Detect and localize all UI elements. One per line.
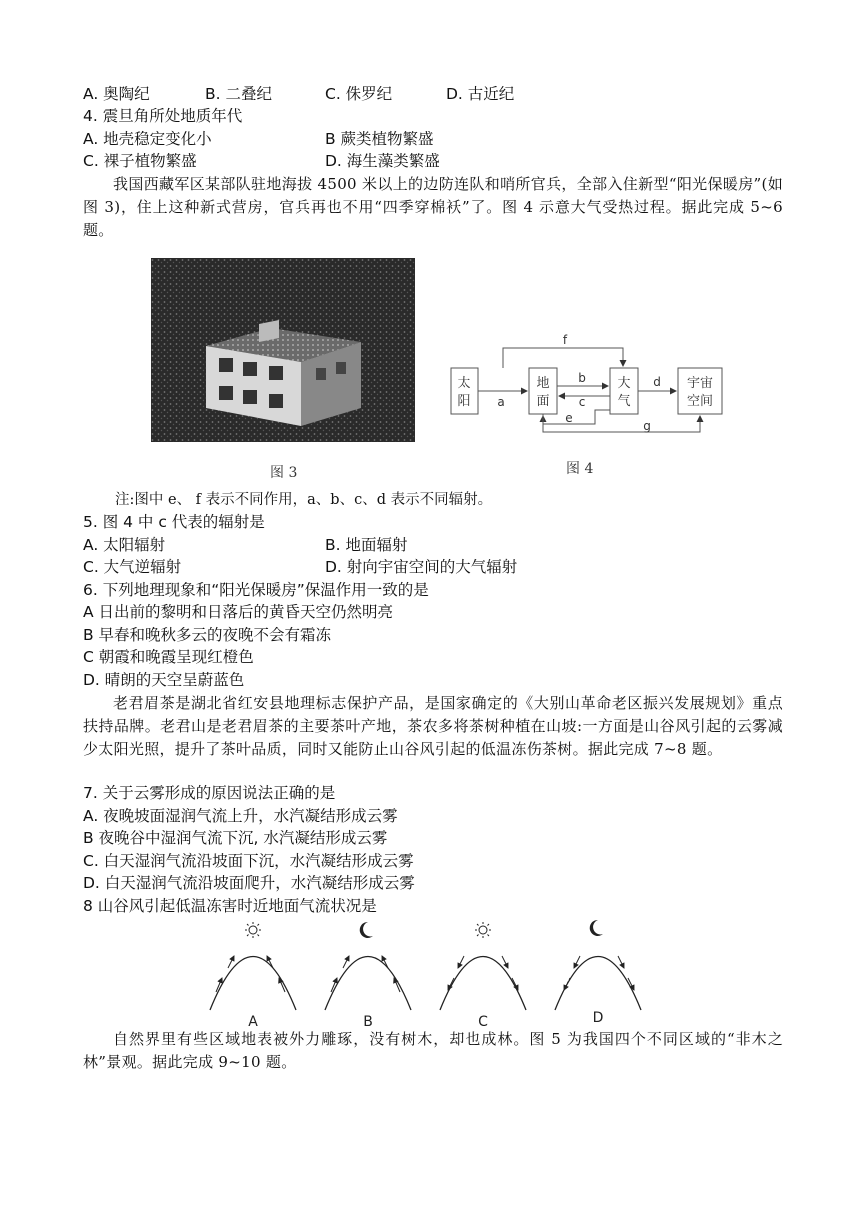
slope-b	[325, 957, 411, 1011]
q4-stem: 4. 震旦角所处地质年代	[83, 107, 243, 125]
q7-option-a: A. 夜晚坡面湿润气流上升，水汽凝结形成云雾	[83, 807, 398, 825]
figure-4-diagram	[445, 328, 730, 440]
q4-option-d: D. 海生藻类繁盛	[325, 152, 440, 170]
q6-option-c: C 朝霞和晚霞呈现红橙色	[83, 648, 254, 666]
q7-option-b: B 夜晚谷中湿润气流下沉, 水汽凝结形成云雾	[83, 829, 388, 847]
q6-option-d: D. 晴朗的天空呈蔚蓝色	[83, 671, 245, 689]
arrow-label-e: e	[565, 411, 573, 425]
q5-stem: 5. 图 4 中 c 代表的辐射是	[83, 513, 265, 531]
figure-3-caption: 图 3	[270, 465, 298, 481]
passage-3: 自然界里有些区域地表被外力雕琢，没有树木，却也成林。图 5 为我国四个不同区域的“非木之林”景观。据此完成 9~10 题。	[83, 1030, 783, 1071]
q7-option-c: C. 白天湿润气流沿坡面下沉，水汽凝结形成云雾	[83, 852, 414, 870]
sun-icon	[475, 922, 491, 938]
diagram-label-b: B	[363, 1014, 373, 1028]
q7-stem: 7. 关于云雾形成的原因说法正确的是	[83, 784, 336, 802]
label-ground-1: 地	[536, 376, 550, 391]
arrow-label-b: b	[578, 371, 586, 385]
q6-option-b: B 早春和晚秋多云的夜晚不会有霜冻	[83, 626, 332, 644]
q3-option-d: D. 古近纪	[446, 85, 515, 103]
moon-icon	[360, 922, 373, 938]
label-sun-1: 太	[457, 376, 471, 391]
q3-option-b: B. 二叠纪	[205, 85, 272, 103]
slope-c	[440, 957, 526, 1011]
passage-2: 老君眉茶是湖北省红安县地理标志保护产品，是国家确定的《大别山革命老区振兴发展规划》重点扶持品牌。老君山是老君眉茶的主要茶叶产地，茶农多将茶树种植在山坡:一方面是山谷风引起的云雾减少太阳光照，提升了茶叶品质，同时又能防止山谷风引起的低温冻伤茶树。据此完成 7~8 题。	[83, 694, 783, 758]
q3-option-a: A. 奥陶纪	[83, 85, 150, 103]
q7-option-d: D. 白天湿润气流沿坡面爬升，水汽凝结形成云雾	[83, 874, 415, 892]
diagram-label-d: D	[592, 1010, 604, 1026]
q6-stem: 6. 下列地理现象和“阳光保暖房”保温作用一致的是	[83, 581, 429, 599]
arrow-label-c: c	[578, 395, 586, 409]
q3-option-c: C. 侏罗纪	[325, 85, 393, 103]
sun-icon	[245, 922, 261, 938]
slope-a	[210, 957, 296, 1011]
label-space-2: 空间	[686, 394, 714, 409]
q5-option-a: A. 太阳辐射	[83, 536, 166, 554]
passage-1: 我国西藏军区某部队驻地海拔 4500 米以上的边防连队和哨所官兵，全部入住新型“阳光保暖房”(如图 3)，住上这种新式营房，官兵再也不用“四季穿棉袄”了。图 4 示意大气受热过程。据此完成 5~6 题。	[83, 175, 783, 239]
q8-stem: 8 山谷风引起低温冻害时近地面气流状况是	[83, 897, 377, 915]
diagram-label-c: C	[478, 1014, 488, 1028]
label-sun-2: 阳	[457, 394, 471, 409]
figure-3-photo	[151, 258, 415, 442]
q5-option-c: C. 大气逆辐射	[83, 558, 182, 576]
q4-option-a: A. 地壳稳定变化小	[83, 130, 212, 148]
q5-option-b: B. 地面辐射	[325, 536, 408, 554]
figure-4-caption: 图 4	[566, 461, 594, 477]
diagram-label-a: A	[248, 1014, 258, 1028]
q4-option-c: C. 裸子植物繁盛	[83, 152, 197, 170]
figure-note: 注:图中 e、 f 表示不同作用，a、b、c、d 表示不同辐射。	[115, 492, 493, 508]
label-atm-1: 大	[617, 376, 631, 391]
arrow-label-a: a	[497, 395, 505, 409]
q8-diagrams	[200, 918, 660, 1028]
label-space-1: 宇宙	[686, 376, 714, 391]
arrow-label-g: g	[643, 419, 651, 433]
arrow-label-f: f	[562, 333, 568, 347]
label-atm-2: 气	[617, 394, 631, 409]
q5-option-d: D. 射向宇宙空间的大气辐射	[325, 558, 518, 576]
q4-option-b: B 蕨类植物繁盛	[325, 130, 434, 148]
arrow-label-d: d	[653, 375, 661, 389]
q6-option-a: A 日出前的黎明和日落后的黄昏天空仍然明亮	[83, 603, 394, 621]
moon-icon	[590, 920, 603, 936]
label-ground-2: 面	[536, 394, 550, 409]
